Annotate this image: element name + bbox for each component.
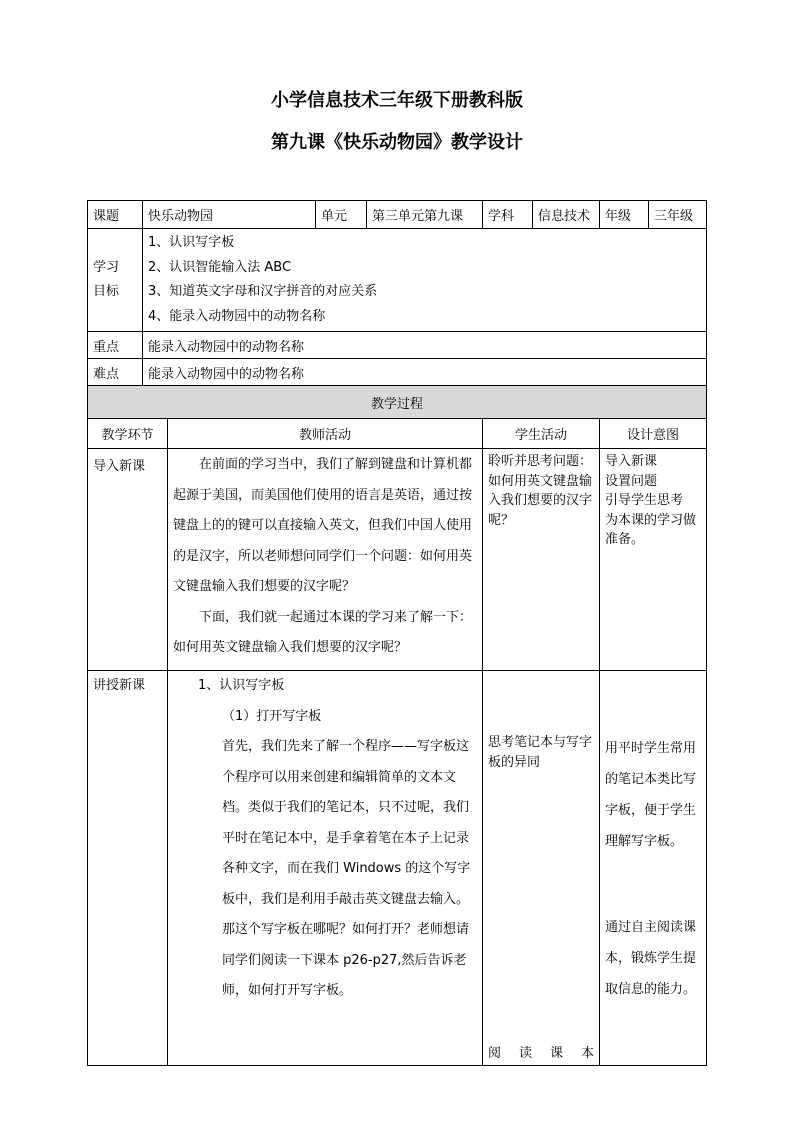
new-stage: 讲授新课 — [88, 671, 168, 1066]
intro-teacher — [168, 449, 483, 671]
lesson-paragraph: 那这个写字板在哪呢？如何打开？老师想请同学们阅读一下课本 p26-p27,然后告诉老师，如何打开写字板。 — [222, 922, 470, 998]
intro-paragraph: 在前面的学习当中，我们了解到键盘和计算机都起源于美国，而美国他们使用的语言是英语，通过按键盘上的的键可以直接输入英文，但我们中国人使用的是汉字，所以老师想问同学们一个问题：如何用英文键盘输入我们想要的汉字呢？ — [173, 457, 473, 594]
new-lesson-row — [88, 671, 707, 1066]
process-title: 教学过程 — [88, 386, 707, 419]
lesson-paragraph: 首先，我们先来了解一个程序——写字板这个程序可以用来创建和编辑简单的文本文档。类似于我们的笔记本，只不过呢，我们平时在笔记本中，是手拿着笔在本子上记录各种文字，而在我们 Windows 的这个写字板中，我们是利用手敲击英文键盘去输入。 — [222, 739, 471, 907]
document-title: 小学信息技术三年级下册教科版 — [271, 90, 523, 111]
grade-label: 年级 — [600, 201, 649, 229]
header-teacher: 教师活动 — [168, 419, 483, 449]
grade-value: 三年级 — [649, 201, 707, 229]
subject-value: 信息技术 — [533, 201, 600, 229]
header-row — [88, 419, 707, 449]
new-student: 思考笔记本与写字板的异同 阅读课本 — [483, 671, 600, 1066]
key-point-text: 能录入动物园中的动物名称 — [143, 332, 707, 359]
intro-row — [88, 449, 707, 671]
intro-student: 聆听并思考问题：如何用英文键盘输入我们想要的汉字呢？ — [483, 449, 600, 671]
goal-item: 1、认识写字板 — [148, 235, 235, 250]
process-title-row — [88, 386, 707, 419]
unit-label: 单元 — [316, 201, 367, 229]
section-heading: 1、认识写字板 — [198, 678, 285, 693]
header-student: 学生活动 — [483, 419, 600, 449]
difficulty-text: 能录入动物园中的动物名称 — [143, 359, 707, 386]
lesson-title: 第九课《快乐动物园》教学设计 — [271, 132, 523, 153]
new-intent: 用平时学生常用的笔记本类比写字板，便于学生理解写字板。 通过自主阅读课本，锻炼学生提取信息的能力。 — [600, 671, 707, 1066]
topic-label: 课题 — [88, 201, 143, 229]
subsection-heading: （1）打开写字板 — [222, 708, 322, 724]
goal-item: 2、认识智能输入法 ABC — [148, 259, 292, 275]
goal-item: 4、能录入动物园中的动物名称 — [148, 308, 326, 324]
intro-paragraph: 下面，我们就一起通过本课的学习来了解一下：如何用英文键盘输入我们想要的汉字呢？ — [173, 609, 473, 655]
goals-list — [143, 229, 707, 332]
header-intent: 设计意图 — [600, 419, 707, 449]
goals-label: 学习 目标 — [88, 229, 143, 332]
difficulty-label: 难点 — [88, 359, 143, 386]
new-teacher — [168, 671, 483, 1066]
header-stage: 教学环节 — [88, 419, 168, 449]
info-row — [88, 201, 707, 229]
topic-value: 快乐动物园 — [143, 201, 316, 229]
lesson-plan-table — [87, 200, 707, 1066]
difficulty-row — [88, 359, 707, 386]
intro-intent: 导入新课 设置问题 引导学生思考 为本课的学习做准备。 — [600, 449, 707, 671]
key-point-label: 重点 — [88, 332, 143, 359]
goals-row — [88, 229, 707, 332]
subject-label: 学科 — [483, 201, 533, 229]
unit-value: 第三单元第九课 — [367, 201, 483, 229]
intro-stage: 导入新课 — [88, 449, 168, 671]
goal-item: 3、知道英文字母和汉字拼音的对应关系 — [148, 284, 378, 299]
key-point-row — [88, 332, 707, 359]
